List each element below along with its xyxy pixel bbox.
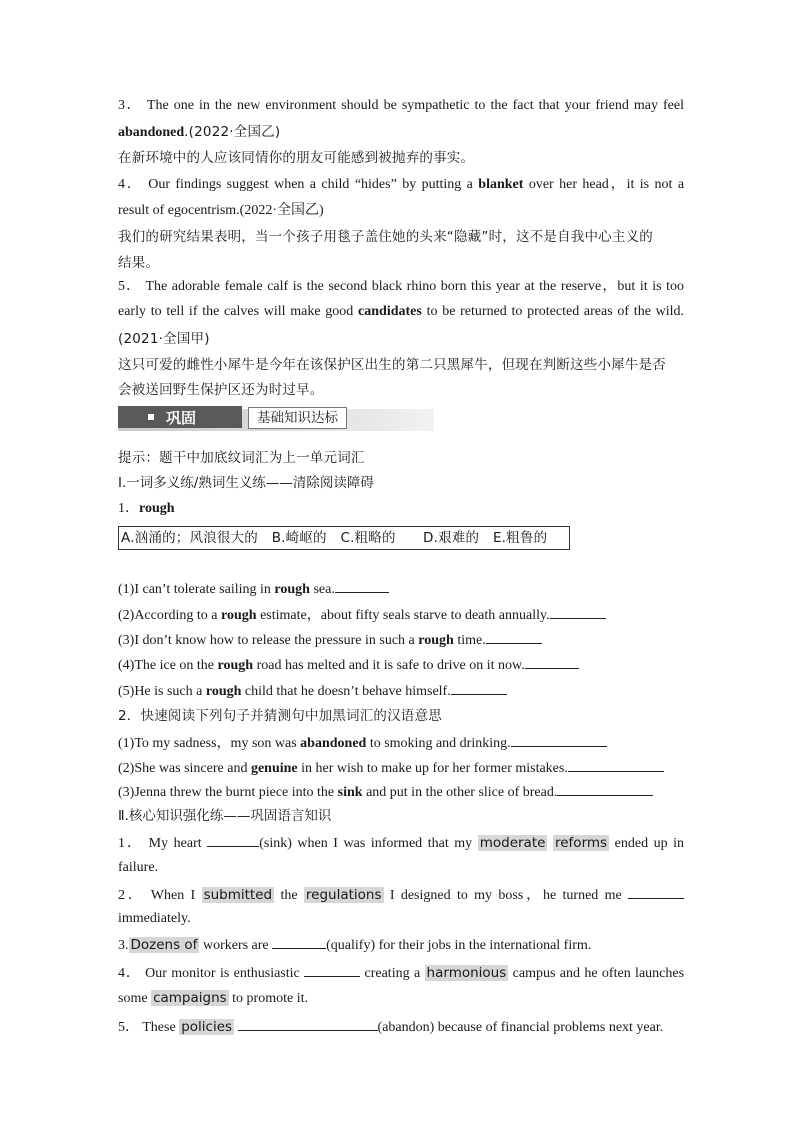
example-text: The one in the new environment should be sympathetic to the fact that your friend may feel	[146, 98, 684, 113]
question-number: 5．	[118, 1020, 139, 1035]
sentence-text: (2)According to a	[118, 608, 218, 623]
answer-blank[interactable]	[272, 934, 326, 949]
rough-sentence-1	[118, 578, 389, 600]
shaded-word: Dozens of	[130, 937, 198, 953]
example-text: Our findings suggest when a child “hides” by putting a	[148, 177, 473, 192]
question-1-label	[118, 499, 175, 519]
example-5-line-1	[118, 277, 684, 297]
fill-question-2-line-2: immediately.	[118, 911, 191, 926]
sentence-text: Our monitor is enthusiastic	[145, 966, 300, 981]
example-3-line-2	[118, 122, 280, 143]
example-5-source: (2021·全国甲)	[118, 331, 210, 347]
banner-subtitle: 基础知识达标	[248, 407, 347, 429]
shaded-word: policies	[181, 1019, 233, 1035]
example-4-translation-1: 我们的研究结果表明，当一个孩子用毯子盖住她的头来“隐藏”时，这不是自我中心主义的	[118, 229, 653, 245]
keyword: candidates	[358, 304, 422, 319]
keyword: rough	[274, 582, 310, 597]
sentence-text: time.	[457, 633, 486, 648]
example-number: 4．	[118, 177, 143, 192]
example-text: over her head，it is not a	[528, 177, 685, 192]
sentence-text: (5)He is such a	[118, 684, 203, 699]
answer-blank[interactable]	[451, 680, 507, 695]
answer-blank[interactable]	[511, 732, 607, 747]
fill-question-1	[118, 832, 684, 854]
example-5-translation-1: 这只可爱的雌性小犀牛是今年在该保护区出生的第二只黑犀牛，但现在判断这些小犀牛是否	[118, 357, 666, 373]
example-text: early to tell if the calves will make good	[118, 304, 354, 319]
sentence-text: These	[142, 1020, 176, 1035]
sentence-text: (4)The ice on the	[118, 658, 215, 673]
answer-blank[interactable]	[207, 832, 259, 847]
shaded-word: moderate	[479, 835, 546, 851]
shaded-word: regulations	[305, 887, 382, 903]
keyword: abandoned	[118, 125, 185, 140]
example-number: 5．	[118, 279, 142, 294]
sentence-text: (sink) when I was informed that my	[259, 836, 473, 851]
example-3-translation: 在新环境中的人应该同情你的朋友可能感到被抛弃的事实。	[118, 150, 475, 166]
fill-question-2	[118, 884, 684, 906]
keyword: rough	[205, 684, 242, 699]
sentence-text: (3)Jenna threw the burnt piece into the	[118, 785, 335, 800]
source-tag: .(2022·全国乙)	[184, 124, 281, 140]
example-3-line-1	[118, 96, 684, 116]
answer-blank[interactable]	[550, 604, 606, 619]
sentence-text: the	[280, 888, 298, 903]
square-bullet-icon	[148, 414, 154, 420]
fill-question-4-line-2	[118, 988, 308, 1009]
answer-blank[interactable]	[628, 884, 684, 899]
shaded-word: reforms	[555, 835, 608, 851]
sentence-text: I designed to my boss，he turned me	[389, 888, 622, 903]
keyword: abandoned	[300, 736, 367, 751]
banner-title: 巩固	[166, 409, 197, 427]
question-number: 1．	[118, 836, 144, 851]
answer-blank[interactable]	[335, 578, 389, 593]
sentence-text: (1)To my sadness，my son was	[118, 736, 297, 751]
guess-sentence-3	[118, 781, 653, 803]
example-4-line-1	[118, 175, 684, 195]
sentence-text: campus and he often launches	[512, 966, 685, 981]
sentence-text: and put in the other slice of bread.	[366, 785, 558, 800]
sentence-text: workers are	[202, 938, 269, 953]
guess-sentence-2	[118, 757, 664, 779]
sentence-text: to smoking and drinking.	[369, 736, 511, 751]
answer-blank[interactable]	[568, 757, 664, 772]
sentence-text: creating a	[364, 966, 421, 981]
keyword: rough	[221, 608, 257, 623]
question-number: 3.	[118, 938, 129, 953]
options-box: A.汹涌的；风浪很大的 B.崎岖的 C.粗略的 D.艰难的 E.粗鲁的	[118, 526, 570, 550]
sentence-text: ended up in	[614, 836, 685, 851]
example-text: to be returned to protected areas of the wild.	[426, 304, 685, 319]
fill-question-3	[118, 934, 591, 956]
sentence-text: in her wish to make up for her former mistakes.	[301, 761, 568, 776]
sentence-text: child that he doesn’t behave himself.	[244, 684, 451, 699]
keyword: blanket	[478, 177, 524, 192]
answer-blank[interactable]	[238, 1016, 378, 1031]
example-5-translation-2: 会被送回野生保护区还为时过早。	[118, 382, 324, 398]
sentence-text: (abandon) because of financial problems next year.	[377, 1020, 664, 1035]
fill-question-4	[118, 962, 684, 984]
question-number: 2．	[118, 888, 145, 903]
sentence-text: (qualify) for their jobs in the international firm.	[326, 938, 592, 953]
rough-sentence-4	[118, 654, 579, 676]
example-text: The adorable female calf is the second black rhino born this year at the reserve，but it is too	[145, 279, 684, 294]
section-banner	[118, 406, 434, 431]
rough-sentence-3	[118, 629, 542, 651]
keyword: rough	[418, 633, 454, 648]
question-number: 1．	[118, 501, 139, 516]
question-2-label: 2．快速阅读下列句子并猜测句中加黑词汇的汉语意思	[118, 708, 442, 724]
example-4-line-2: result of egocentrism.(2022·全国乙)	[118, 203, 324, 218]
keyword: rough	[139, 501, 175, 516]
sentence-text: estimate，about fifty seals starve to death annually.	[260, 608, 550, 623]
example-number: 3．	[118, 98, 143, 113]
shaded-word: campaigns	[153, 990, 227, 1006]
answer-blank[interactable]	[525, 654, 579, 669]
rough-sentence-2	[118, 604, 606, 626]
keyword: sink	[337, 785, 363, 800]
sentence-text: My heart	[148, 836, 202, 851]
question-number: 4．	[118, 966, 141, 981]
sentence-text: to promote it.	[232, 991, 308, 1006]
example-5-line-2	[118, 302, 684, 322]
guess-sentence-1	[118, 732, 607, 754]
shaded-word: harmonious	[426, 965, 507, 981]
fill-question-5	[118, 1016, 663, 1038]
section-1-heading: Ⅰ.一词多义练/熟词生义练——清除阅读障碍	[118, 475, 374, 491]
answer-blank[interactable]	[557, 781, 653, 796]
sentence-text: (1)I can’t tolerate sailing in	[118, 582, 271, 597]
sentence-text: (3)I don’t know how to release the pressure in such a	[118, 633, 415, 648]
answer-blank[interactable]	[486, 629, 542, 644]
fill-question-1-line-2: failure.	[118, 860, 159, 875]
section-2-heading: Ⅱ.核心知识强化练——巩固语言知识	[118, 808, 332, 824]
shaded-word: submitted	[203, 887, 273, 903]
sentence-text: (2)She was sincere and	[118, 761, 248, 776]
sentence-text: road has melted and it is safe to drive on it now.	[256, 658, 525, 673]
keyword: rough	[217, 658, 254, 673]
tip-text: 提示：题干中加底纹词汇为上一单元词汇	[118, 450, 365, 466]
sentence-text: some	[118, 991, 148, 1006]
rough-sentence-5	[118, 680, 507, 702]
sentence-text: sea.	[313, 582, 335, 597]
keyword: genuine	[250, 761, 298, 776]
sentence-text: When I	[150, 888, 196, 903]
answer-blank[interactable]	[304, 962, 360, 977]
example-4-translation-2: 结果。	[118, 255, 160, 271]
